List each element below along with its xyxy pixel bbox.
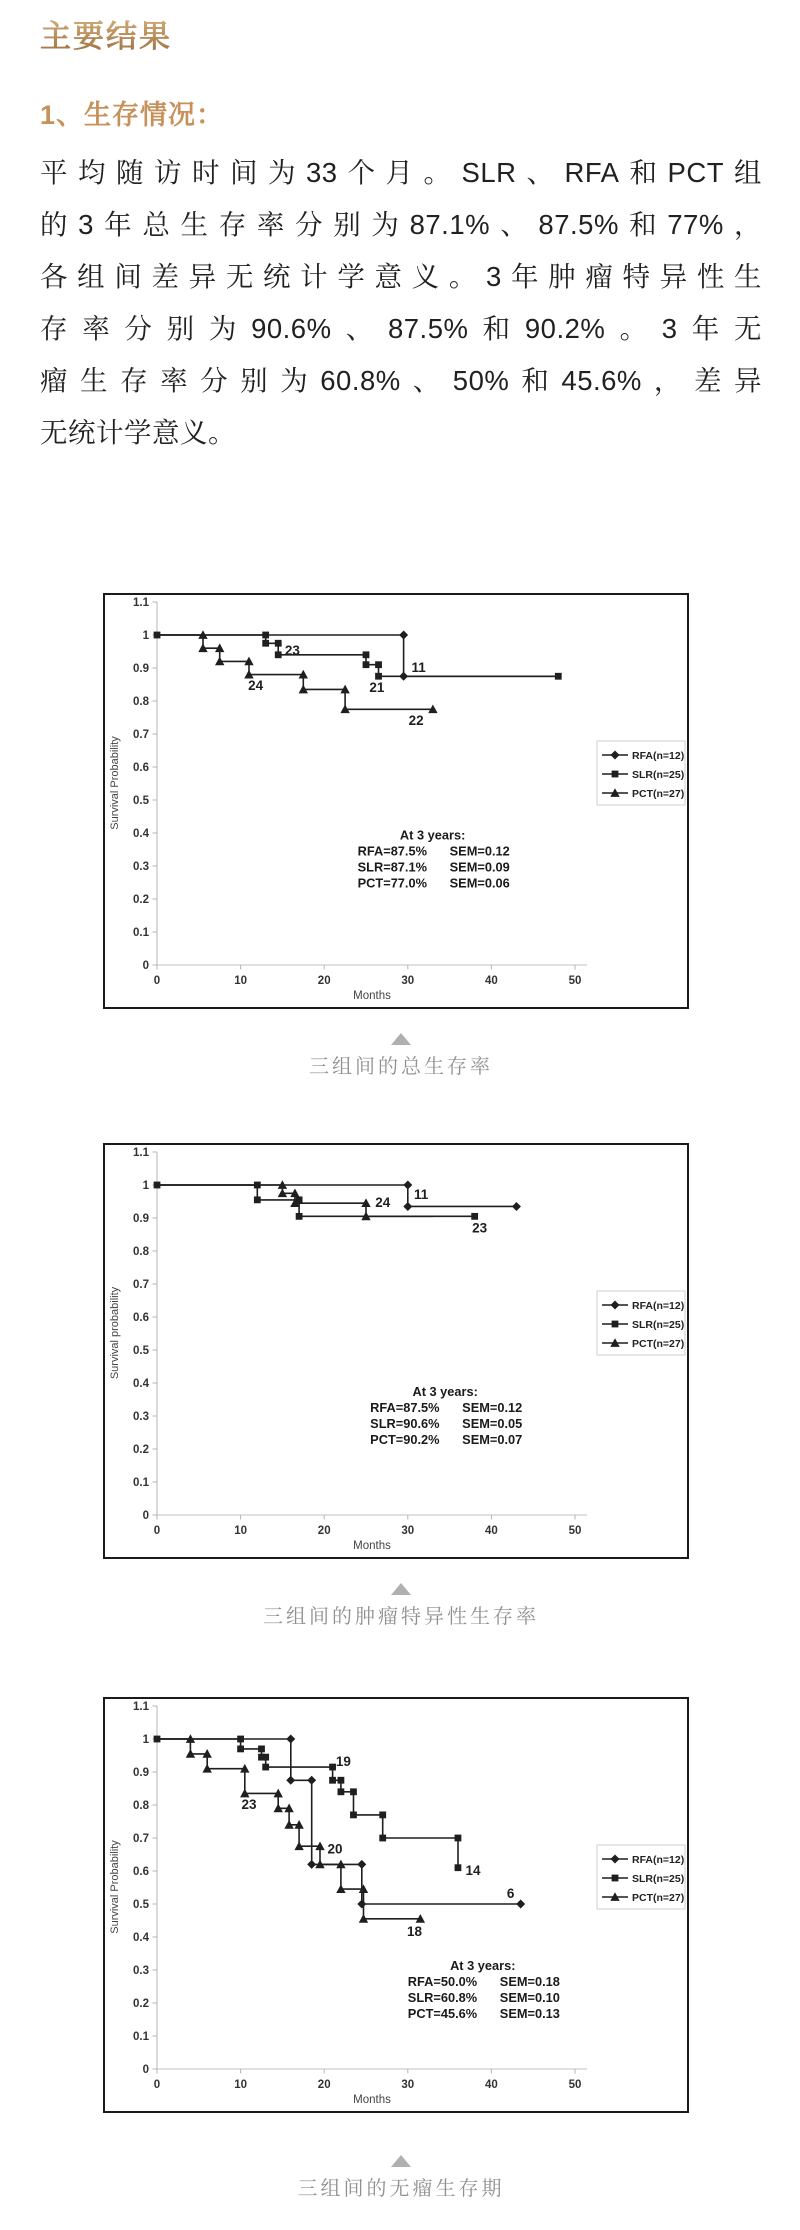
svg-text:At 3 years:: At 3 years: [399, 827, 466, 843]
paragraph-line: 无统计学意义。 [40, 417, 236, 449]
svg-text:50: 50 [568, 975, 582, 988]
svg-text:1.1: 1.1 [133, 1147, 149, 1160]
paragraph-line: 瘤生存率分别为60.8%、50%和45.6%，差异 [40, 365, 762, 397]
paragraph-line: 的3年总生存率分别为87.1%、87.5%和77%， [40, 209, 762, 241]
svg-text:40: 40 [485, 975, 498, 988]
svg-text:10: 10 [234, 1525, 247, 1538]
svg-text:RFA=87.5%: RFA=87.5% [357, 843, 427, 859]
svg-text:SEM=0.13: SEM=0.13 [499, 2006, 560, 2022]
svg-text:RFA(n=12): RFA(n=12) [632, 1299, 685, 1312]
chart-frame [103, 1697, 689, 2113]
svg-text:PCT=90.2%: PCT=90.2% [370, 1432, 440, 1448]
svg-text:0.7: 0.7 [133, 1833, 149, 1846]
svg-text:0.9: 0.9 [133, 663, 149, 676]
svg-text:20: 20 [317, 1525, 331, 1538]
chart-caption: 三组间的总生存率 [309, 1056, 493, 1079]
svg-text:PCT(n=27): PCT(n=27) [632, 1337, 685, 1350]
svg-text:0.4: 0.4 [133, 1378, 149, 1391]
svg-text:SEM=0.07: SEM=0.07 [462, 1432, 523, 1448]
svg-text:1.1: 1.1 [133, 597, 149, 610]
overall-survival-km-chart [105, 595, 687, 1007]
svg-text:20: 20 [317, 975, 331, 988]
svg-text:14: 14 [465, 1863, 481, 1879]
svg-text:0: 0 [153, 975, 161, 988]
svg-text:30: 30 [401, 2079, 415, 2092]
svg-text:SEM=0.06: SEM=0.06 [449, 875, 510, 891]
svg-text:20: 20 [327, 1841, 343, 1857]
svg-text:1: 1 [142, 1180, 149, 1193]
paragraph-line: 各组间差异无统计学意义。3年肿瘤特异性生 [40, 261, 762, 293]
svg-text:30: 30 [401, 975, 415, 988]
svg-text:Months: Months [353, 1540, 391, 1553]
disease-free-survival-km-chart [105, 1699, 687, 2111]
svg-text:1.1: 1.1 [133, 1701, 149, 1714]
svg-text:SLR=87.1%: SLR=87.1% [357, 859, 427, 875]
svg-text:0.4: 0.4 [133, 828, 149, 841]
paragraph-line: 存率分别为90.6%、87.5%和90.2%。3年无 [40, 313, 762, 345]
svg-text:0.2: 0.2 [133, 894, 149, 907]
svg-text:50: 50 [568, 2079, 582, 2092]
svg-text:10: 10 [234, 2079, 247, 2092]
svg-text:0: 0 [142, 960, 149, 973]
svg-text:Survival Probability: Survival Probability [109, 1840, 121, 1934]
svg-text:SLR(n=25): SLR(n=25) [632, 768, 685, 781]
svg-text:SLR(n=25): SLR(n=25) [632, 1318, 685, 1331]
svg-text:PCT=45.6%: PCT=45.6% [407, 2006, 478, 2022]
svg-text:21: 21 [369, 679, 385, 695]
svg-text:0: 0 [142, 1510, 149, 1523]
svg-text:SEM=0.05: SEM=0.05 [462, 1416, 523, 1432]
svg-text:23: 23 [241, 1797, 257, 1813]
svg-text:Months: Months [353, 990, 391, 1003]
svg-text:1: 1 [142, 630, 149, 643]
svg-text:40: 40 [485, 2079, 498, 2092]
svg-text:0.8: 0.8 [133, 1246, 149, 1259]
svg-text:0: 0 [142, 2064, 149, 2077]
svg-text:0.7: 0.7 [133, 729, 149, 742]
svg-text:0.1: 0.1 [133, 2031, 149, 2044]
svg-text:0.3: 0.3 [133, 1965, 149, 1978]
chart-frame [103, 593, 689, 1009]
body-paragraph [40, 147, 762, 459]
svg-text:Survival probability: Survival probability [109, 1286, 121, 1380]
caption-arrow-icon [391, 1033, 411, 1045]
svg-text:RFA=87.5%: RFA=87.5% [370, 1400, 440, 1416]
overall-survival-figure [40, 593, 762, 1081]
svg-text:0.9: 0.9 [133, 1213, 149, 1226]
caption-arrow-icon [391, 1583, 411, 1595]
svg-text:0.8: 0.8 [133, 1800, 149, 1813]
svg-text:SEM=0.12: SEM=0.12 [462, 1400, 523, 1416]
svg-text:22: 22 [408, 712, 424, 728]
svg-text:0.6: 0.6 [133, 1866, 149, 1879]
svg-text:0.6: 0.6 [133, 762, 149, 775]
svg-text:At 3 years:: At 3 years: [450, 1958, 516, 1974]
svg-text:SLR(n=25): SLR(n=25) [632, 1872, 685, 1885]
svg-text:Survival Probability: Survival Probability [109, 736, 121, 830]
svg-text:PCT(n=27): PCT(n=27) [632, 787, 685, 800]
svg-text:0.3: 0.3 [133, 861, 149, 874]
svg-text:0.6: 0.6 [133, 1312, 149, 1325]
svg-text:0.2: 0.2 [133, 1998, 149, 2011]
svg-text:0.5: 0.5 [133, 1899, 149, 1912]
cancer-specific-survival-figure [40, 1143, 762, 1631]
svg-text:24: 24 [248, 678, 264, 694]
svg-text:0: 0 [153, 2079, 161, 2092]
chart-caption: 三组间的无瘤生存期 [297, 2178, 505, 2201]
chart-frame [103, 1143, 689, 1559]
svg-text:0.7: 0.7 [133, 1279, 149, 1292]
svg-text:23: 23 [284, 642, 300, 658]
svg-text:At 3 years:: At 3 years: [412, 1384, 478, 1400]
svg-text:50: 50 [568, 1525, 582, 1538]
svg-text:1: 1 [142, 1734, 149, 1747]
svg-text:0.4: 0.4 [133, 1932, 149, 1945]
svg-text:SEM=0.09: SEM=0.09 [449, 859, 510, 875]
svg-text:0.9: 0.9 [133, 1767, 149, 1780]
svg-text:SLR=60.8%: SLR=60.8% [407, 1990, 478, 2006]
svg-text:23: 23 [472, 1220, 488, 1236]
svg-text:0.3: 0.3 [133, 1411, 149, 1424]
svg-text:10: 10 [234, 975, 247, 988]
svg-text:0.5: 0.5 [133, 1345, 149, 1358]
svg-text:SEM=0.10: SEM=0.10 [499, 1990, 560, 2006]
svg-text:PCT(n=27): PCT(n=27) [632, 1891, 685, 1904]
svg-text:40: 40 [485, 1525, 498, 1538]
svg-text:SLR=90.6%: SLR=90.6% [370, 1416, 440, 1432]
svg-text:PCT=77.0%: PCT=77.0% [357, 875, 427, 891]
svg-text:RFA=50.0%: RFA=50.0% [407, 1974, 478, 1990]
chart-caption: 三组间的肿瘤特异性生存率 [263, 1606, 539, 1629]
page-title: 主要结果 [40, 18, 762, 57]
svg-text:6: 6 [506, 1886, 515, 1902]
svg-text:0.1: 0.1 [133, 1477, 149, 1490]
caption-arrow-icon [391, 2155, 411, 2167]
svg-text:0.2: 0.2 [133, 1444, 149, 1457]
svg-text:RFA(n=12): RFA(n=12) [632, 749, 685, 762]
svg-text:24: 24 [375, 1195, 391, 1211]
svg-text:SEM=0.18: SEM=0.18 [499, 1974, 560, 1990]
section-heading: 1、生存情况： [40, 99, 225, 130]
disease-free-survival-figure [40, 1697, 762, 2203]
svg-text:11: 11 [411, 660, 426, 676]
svg-text:0.5: 0.5 [133, 795, 149, 808]
paragraph-line: 平均随访时间为33个月。SLR、RFA和PCT组 [40, 157, 762, 189]
cancer-specific-survival-km-chart [105, 1145, 687, 1557]
svg-text:Months: Months [353, 2094, 391, 2107]
svg-text:SEM=0.12: SEM=0.12 [449, 843, 510, 859]
svg-text:18: 18 [406, 1924, 423, 1940]
svg-text:0.1: 0.1 [133, 927, 149, 940]
svg-text:30: 30 [401, 1525, 415, 1538]
svg-text:0: 0 [153, 1525, 161, 1538]
svg-text:19: 19 [335, 1754, 351, 1770]
svg-text:RFA(n=12): RFA(n=12) [632, 1853, 685, 1866]
svg-text:0.8: 0.8 [133, 696, 149, 709]
svg-text:20: 20 [317, 2079, 331, 2092]
svg-text:11: 11 [414, 1187, 429, 1203]
